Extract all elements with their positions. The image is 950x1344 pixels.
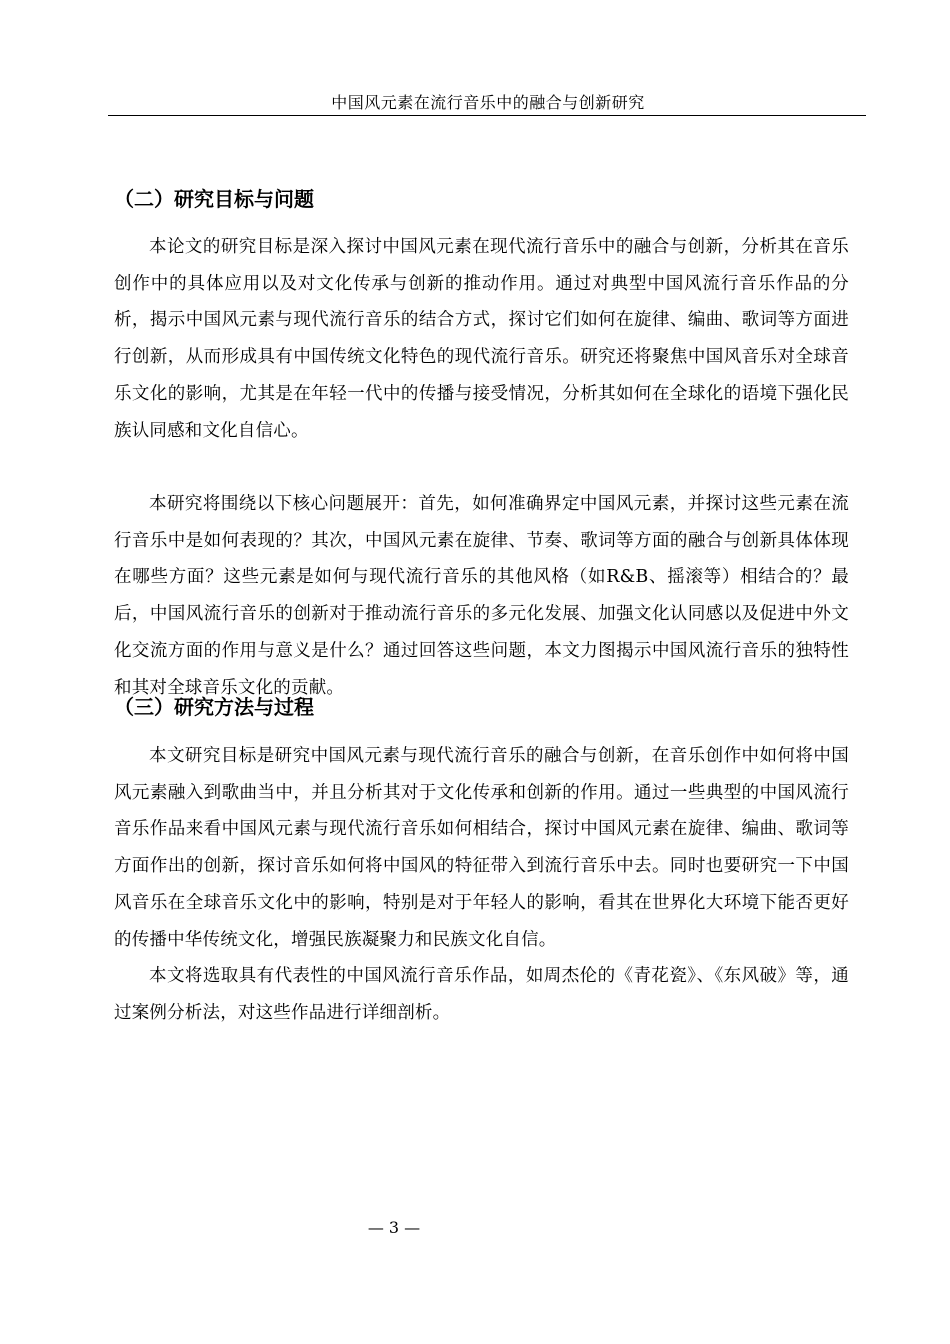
section-heading-methods: （三）研究方法与过程 bbox=[114, 695, 314, 719]
paragraph-core-questions: 本研究将围绕以下核心问题展开：首先，如何准确界定中国风元素，并探讨这些元素在流行音乐中是如何表现的？其次，中国风元素在旋律、节奏、歌词等方面的融合与创新具体体现在哪些方面？这些元素是如何与现代流行音乐的其他风格（如R&B、摇滚等）相结合的？最后，中国风流行音乐的创新对于推动流行音乐的多元化发展、加强文化认同感以及促进中外文化交流方面的作用与意义是什么？通过回答这些问题，本文力图揭示中国风流行音乐的独特性和其对全球音乐文化的贡献。 bbox=[114, 494, 849, 698]
running-header: 中国风元素在流行音乐中的融合与创新研究 bbox=[331, 93, 645, 112]
paragraph-case-selection: 本文将选取具有代表性的中国风流行音乐作品，如周杰伦的《青花瓷》、《东风破》等，通过案例分析法，对这些作品进行详细剖析。 bbox=[114, 966, 849, 1023]
page-number: — 3 — bbox=[367, 1218, 421, 1237]
section-heading-objectives: （二）研究目标与问题 bbox=[114, 187, 314, 211]
paragraph-objectives: 本论文的研究目标是深入探讨中国风元素在现代流行音乐中的融合与创新，分析其在音乐创作中的具体应用以及对文化传承与创新的推动作用。通过对典型中国风流行音乐作品的分析，揭示中国风元素与现代流行音乐的结合方式，探讨它们如何在旋律、编曲、歌词等方面进行创新，从而形成具有中国传统文化特色的现代流行音乐。研究还将聚焦中国风音乐对全球音乐文化的影响，尤其是在年轻一代中的传播与接受情况，分析其如何在全球化的语境下强化民族认同感和文化自信心。 bbox=[114, 237, 849, 441]
header-rule bbox=[108, 115, 866, 116]
paragraph-methods: 本文研究目标是研究中国风元素与现代流行音乐的融合与创新，在音乐创作中如何将中国风元素融入到歌曲当中，并且分析其对于文化传承和创新的作用。通过一些典型的中国风流行音乐作品来看中国风元素与现代流行音乐如何相结合，探讨中国风元素在旋律、编曲、歌词等方面作出的创新，探讨音乐如何将中国风的特征带入到流行音乐中去。同时也要研究一下中国风音乐在全球音乐文化中的影响，特别是对于年轻人的影响，看其在世界化大环境下能否更好的传播中华传统文化，增强民族凝聚力和民族文化自信。 bbox=[114, 746, 849, 950]
